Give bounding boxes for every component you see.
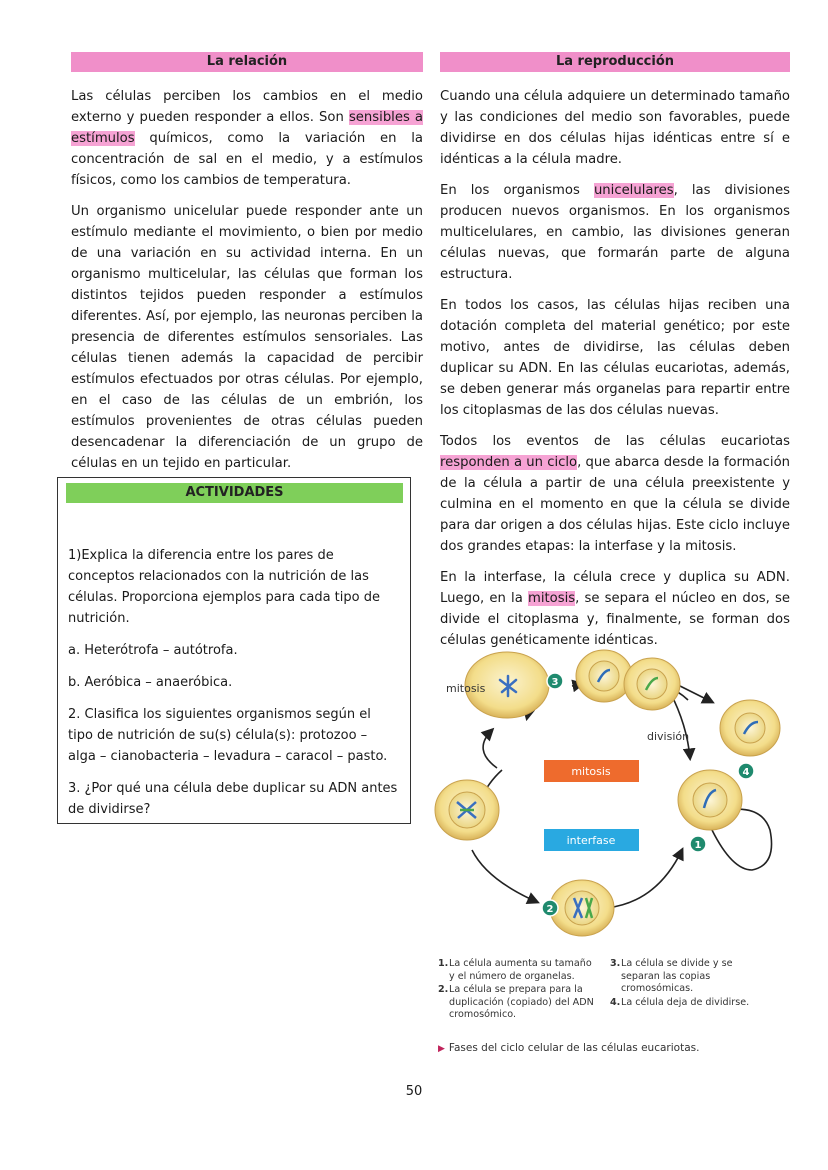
- label-mitosis: mitosis: [446, 682, 486, 695]
- left-column: [71, 52, 423, 474]
- reproduccion-paragraph-1: Cuando una célula adquiere un determinado tamaño y las condiciones del medio son favorables, puede dividirse en dos células hijas idénticas entre sí e idénticas a la célula madre.: [440, 89, 790, 167]
- relacion-paragraph-1: Las células perciben los cambios en el medio externo y pueden responder a ellos. Son sensibles a estímulos químicos, como la variación en la concentración de sal en el medio, y a estímulos físicos, como los cambios de temperatura.: [71, 89, 423, 188]
- right-column: [440, 52, 790, 651]
- legend-item-3: 3. La célula se divide y se separan las copias cromosómicas.: [610, 958, 733, 994]
- cell-cycle-diagram: [432, 640, 792, 940]
- activities-content: [68, 545, 398, 831]
- activity-2: 2. Clasifica los siguientes organismos según el tipo de nutrición de su(s) célula(s): protozoo – alga – cianobacteria – levadura – caracol – pasto.: [68, 707, 388, 764]
- label-division: división: [647, 730, 690, 743]
- reproduccion-paragraph-2: En los organismos unicelulares, las divisiones producen nuevos organismos. En los organismos multicelulares, en cambio, las divisiones generan células nuevas, que formarán parte de alguna estructura.: [440, 183, 790, 282]
- cell-daughter-right: [647, 700, 780, 756]
- activity-1a: a. Heterótrofa – autótrofa.: [68, 643, 238, 658]
- badge-2: [542, 900, 558, 916]
- activities-heading: ACTIVIDADES: [66, 483, 403, 503]
- legend-item-2: 2. La célula se prepara para la duplicación (copiado) del ADN cromosómico.: [438, 984, 594, 1020]
- svg-text:interfase: interfase: [566, 834, 616, 847]
- relacion-paragraph-2: Un organismo unicelular puede responder ante un estímulo mediante el movimiento, o bien por medio de una variación en su actividad interna. En un organismo multicelular, las células que forman los distintos tejidos pueden responder a estímulos diferentes. Así, por ejemplo, las neuronas perciben la presencia de diferentes estímulos sensoriales. Las células tienen además la capacidad de percibir estímulos efectuados por otras células. Por ejemplo, en el caso de las células de un embrión, los estímulos provenientes de otras células pueden desencadenar la diferenciación de un grupo de células en un tejido en particular.: [71, 204, 423, 471]
- reproduccion-paragraph-5: En la interfase, la célula crece y duplica su ADN. Luego, en la mitosis, se separa el núcleo en dos, se divide el citoplasma y, finalmente, se forman dos células genéticamente idénticas.: [440, 570, 790, 648]
- mitosis-phase-box: [544, 760, 639, 782]
- reproduccion-paragraph-3: En todos los casos, las células hijas reciben una dotación completa del material genético; por este motivo, antes de dividirse, las células deben duplicar su ADN. En las células eucariotas, además, se deben generar más organelas para repartir entre los citoplasmas de las dos células nuevas.: [440, 298, 790, 418]
- cell-right-interphase: [678, 770, 742, 830]
- highlight-responden: responden a un ciclo: [440, 455, 578, 470]
- highlight-sensibles: sensibles a estímulos: [71, 110, 423, 146]
- svg-text:1: 1: [694, 840, 702, 851]
- activity-1: 1)Explica la diferencia entre los pares de conceptos relacionados con la nutrición de las células. Proporciona ejemplos para cada tipo de nutrición.: [68, 548, 380, 626]
- svg-text:4: 4: [742, 767, 750, 778]
- heading-la-relacion: La relación: [71, 52, 423, 72]
- badge-4: [738, 763, 754, 779]
- caption-arrow-icon: ▶: [438, 1044, 445, 1054]
- heading-la-reproduccion: La reproducción: [440, 52, 790, 72]
- figure-caption: ▶ Fases del ciclo celular de las células eucariotas.: [438, 1042, 700, 1054]
- cell-mitosis: [446, 652, 549, 718]
- highlight-unicelulares: unicelulares: [593, 183, 674, 198]
- legend-item-4: 4. La célula deja de dividirse.: [610, 996, 750, 1008]
- page-number: 50: [405, 1084, 423, 1099]
- reproduccion-paragraph-4: Todos los eventos de las células eucariotas responden a un ciclo, que abarca desde la formación de la célula a partir de una célula preexistente y culmina en el momento en que la célula se divide para dar origen a dos células hijas. Este ciclo incluye dos grandes etapas: la interfase y la mitosis.: [440, 434, 790, 554]
- activity-1b: b. Aeróbica – anaeróbica.: [68, 675, 233, 690]
- highlight-mitosis: mitosis: [527, 591, 576, 606]
- cell-bottom-duplicated: [550, 880, 614, 936]
- activity-3: 3. ¿Por qué una célula debe duplicar su ADN antes de dividirse?: [68, 781, 398, 817]
- legend-item-1: 1. La célula aumenta su tamaño y el número de organelas.: [438, 958, 592, 982]
- svg-text:2: 2: [546, 904, 554, 915]
- svg-text:3: 3: [551, 677, 559, 688]
- activities-box: [57, 477, 411, 824]
- badge-1: [690, 836, 706, 852]
- interfase-phase-box: [544, 829, 639, 851]
- svg-text:mitosis: mitosis: [571, 765, 611, 778]
- cell-left-chromosomes: [435, 780, 499, 840]
- cell-dividing: [576, 650, 680, 710]
- badge-3: [547, 673, 563, 689]
